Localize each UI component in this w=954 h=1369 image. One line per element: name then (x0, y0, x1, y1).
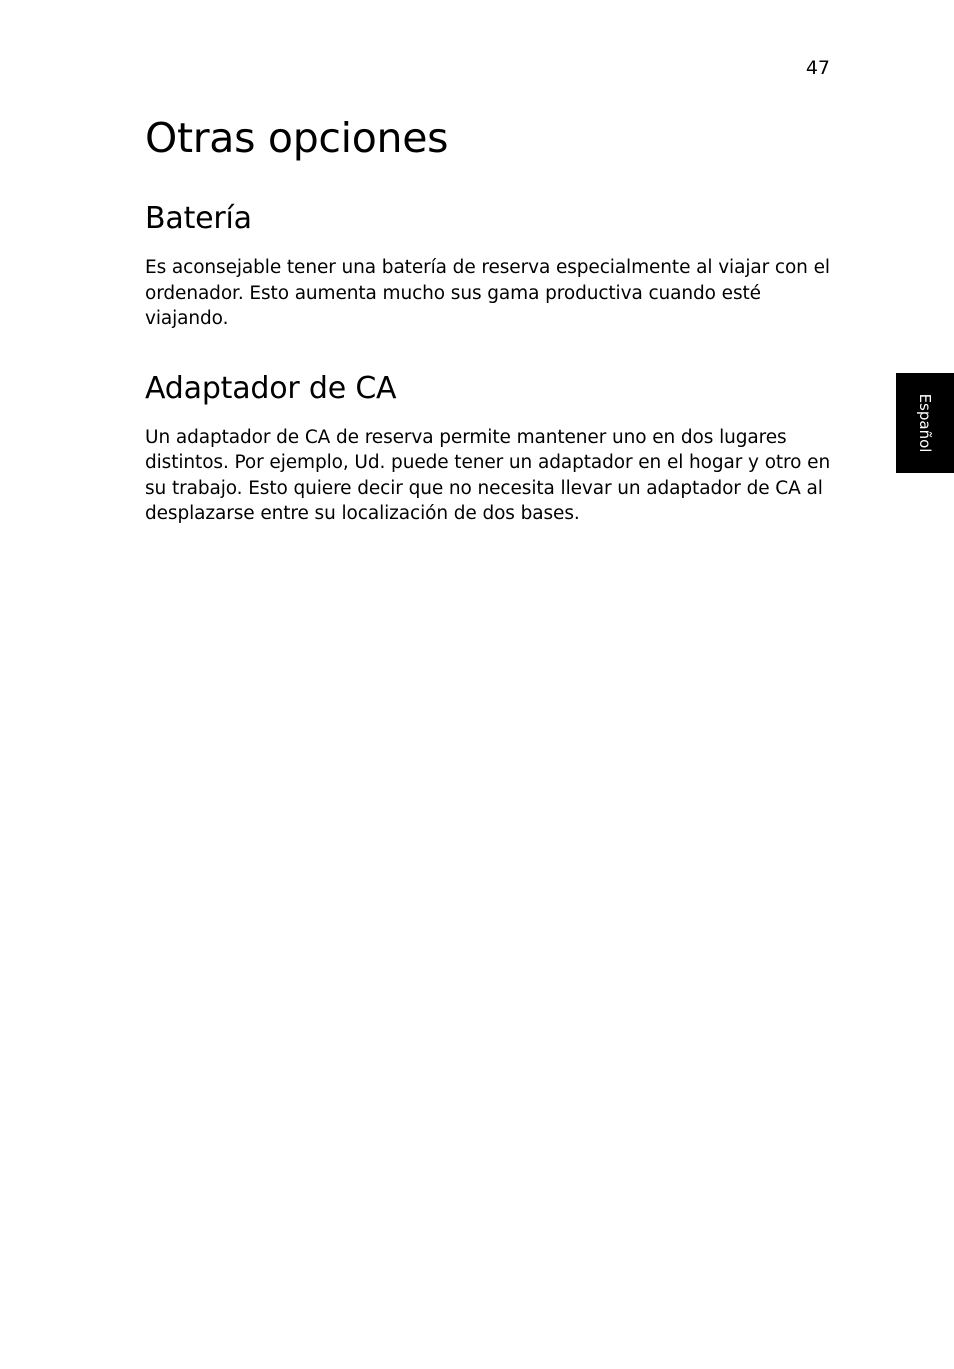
page-title: Otras opciones (145, 114, 449, 162)
page-content (145, 110, 835, 527)
section-text-adaptador: Un adaptador de CA de reserva permite mantener uno en dos lugares distintos. Por ejemplo, Ud. puede tener un adaptador en el hogar y otro en su trabajo. Esto quiere decir que no necesita llevar un adaptador de CA al desplazarse entre su localización de dos bases. (145, 426, 831, 524)
page-number: 47 (805, 57, 830, 79)
language-tab (896, 373, 954, 473)
section-heading-bateria: Batería (145, 201, 252, 236)
section-heading-adaptador: Adaptador de CA (145, 370, 397, 406)
section-text-bateria: Es aconsejable tener una batería de reserva especialmente al viajar con el ordenador. Esto aumenta mucho sus gama productiva cuando esté viajando. (145, 257, 830, 329)
language-tab-label: Español (916, 393, 934, 453)
